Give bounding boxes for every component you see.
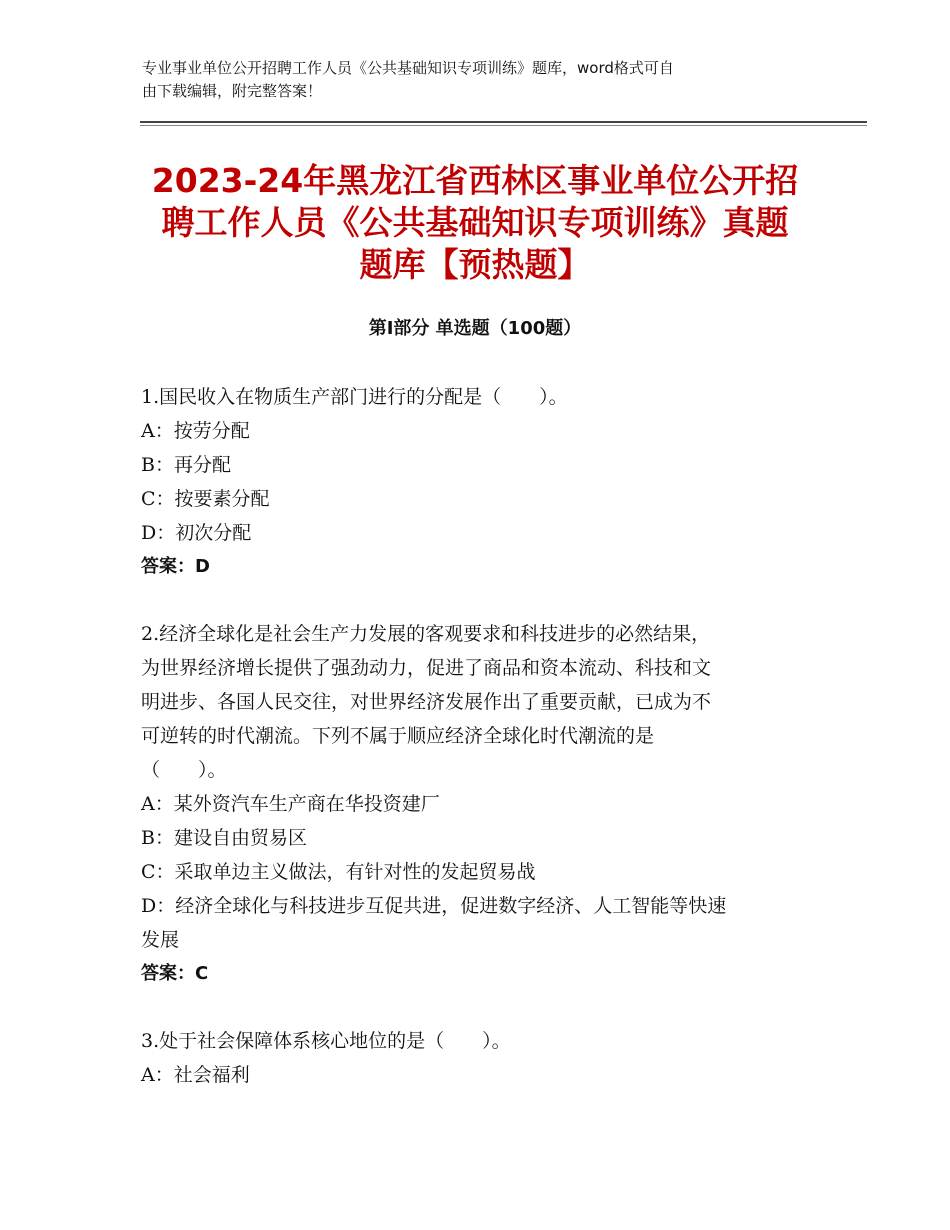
option-b: B：再分配 <box>141 454 231 476</box>
option-d: D：经济全球化与科技进步互促共进，促进数字经济、人工智能等快速 <box>141 895 727 917</box>
question-text: （ ）。 <box>141 759 227 781</box>
header-divider-thick <box>140 121 867 123</box>
option-b: B：建设自由贸易区 <box>141 827 307 849</box>
answer: 答案：C <box>141 963 209 984</box>
question-text: 明进步、各国人民交往，对世界经济发展作出了重要贡献，已成为不 <box>141 691 712 713</box>
answer: 答案：D <box>141 556 210 577</box>
title-line: 聘工作人员《公共基础知识专项训练》真题 <box>161 203 789 242</box>
document-title <box>140 160 810 286</box>
section-heading: 第Ⅰ部分 单选题（100题） <box>368 318 582 339</box>
question-text: 为世界经济增长提供了强劲动力，促进了商品和资本流动、科技和文 <box>141 657 712 679</box>
question-2 <box>141 617 811 991</box>
spacer <box>141 991 811 1024</box>
title-line: 题库【预热题】 <box>359 245 591 284</box>
header-note-line: 由下载编辑，附完整答案！ <box>142 82 323 100</box>
spacer <box>141 584 811 617</box>
option-c: C：采取单边主义做法，有针对性的发起贸易战 <box>141 861 536 883</box>
question-text: 1.国民收入在物质生产部门进行的分配是（ ）。 <box>141 386 568 408</box>
option-a: A：按劳分配 <box>141 420 250 442</box>
option-d-continued: 发展 <box>141 929 180 951</box>
header-note-line: 专业事业单位公开招聘工作人员《公共基础知识专项训练》题库，word格式可自 <box>142 59 674 77</box>
option-d: D：初次分配 <box>141 522 252 544</box>
question-1 <box>141 380 811 584</box>
option-a: A：某外资汽车生产商在华投资建厂 <box>141 793 440 815</box>
header-note <box>142 57 812 103</box>
option-c: C：按要素分配 <box>141 488 270 510</box>
question-text: 2.经济全球化是社会生产力发展的客观要求和科技进步的必然结果， <box>141 623 711 645</box>
question-text: 可逆转的时代潮流。下列不属于顺应经济全球化时代潮流的是 <box>141 725 655 747</box>
question-3 <box>141 1024 811 1092</box>
question-text: 3.处于社会保障体系核心地位的是（ ）。 <box>141 1030 511 1052</box>
header-divider-thin <box>140 125 867 126</box>
option-a: A：社会福利 <box>141 1064 250 1086</box>
question-list <box>141 380 811 1092</box>
title-line: 2023-24年黑龙江省西林区事业单位公开招 <box>151 161 799 200</box>
